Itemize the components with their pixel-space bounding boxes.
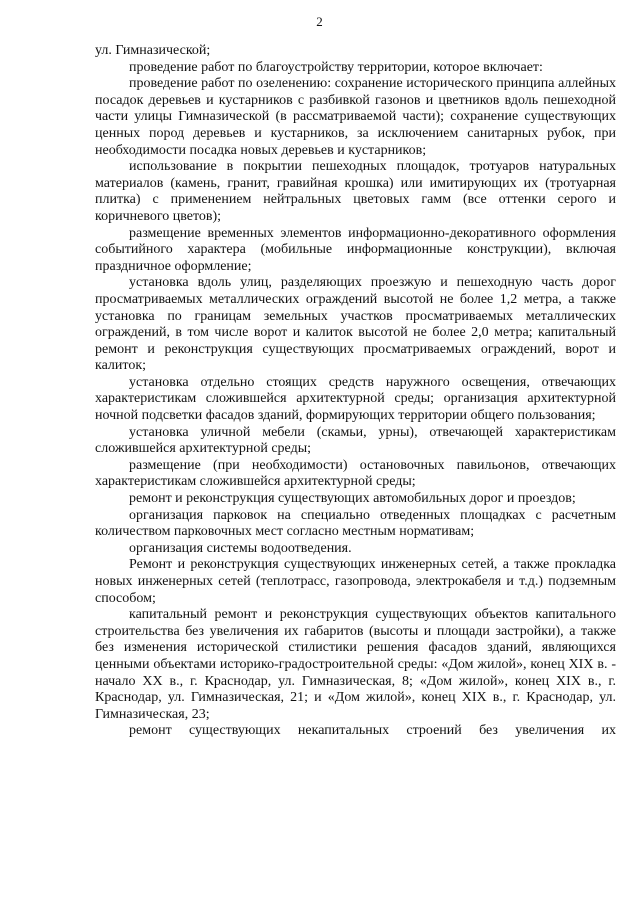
paragraph: организация парковок на специально отведенных площадках с расчетным количеством парковочных мест согласно местным нормативам; <box>95 507 616 540</box>
paragraph: проведение работ по озеленению: сохранение исторического принципа аллейных посадок деревьев и кустарников с разбивкой газонов и цветников вдоль пешеходной части улицы Гимназической (в рассматриваемой части); сохранение существующих ценных пород деревьев и кустарников, за исключением санитарных рубок, при необходимости посадка новых деревьев и кустарников; <box>95 76 616 158</box>
paragraph: ремонт и реконструкция существующих автомобильных дорог и проездов; <box>129 491 576 507</box>
paragraph: капитальный ремонт и реконструкция существующих объектов капитального строительства без увеличения их габаритов (высоты и площади застройки), а также без изменения исторической стилистики решения фасадов зданий, являющихся ценными объектами историко-градостроительной среды: «Дом жилой», конец XIX в. - начало XX в., г. Краснодар, ул. Гимназическая, 8; «Дом жилой», конец XIX в., г. Краснодар, ул. Гимназическая, 21; и «Дом жилой», конец XIX в., г. Краснодар, ул. Гимназическая, 23; <box>95 607 616 722</box>
paragraph: проведение работ по благоустройству территории, которое включает: <box>129 59 543 75</box>
paragraph: установка отдельно стоящих средств наружного освещения, отвечающих характеристикам сложившейся архитектурной среды; организация архитектурной ночной подсветки фасадов зданий, формирующих территории общего пользования; <box>95 374 616 424</box>
document-body <box>95 43 616 740</box>
paragraph: установка уличной мебели (скамьи, урны), отвечающей характеристикам сложившейся архитектурной среды; <box>95 424 616 457</box>
paragraph: установка вдоль улиц, разделяющих проезжую и пешеходную часть дорог просматриваемых металлических ограждений высотой не более 1,2 метра, а также установка по границам земельных участков просматриваемых металлических ограждений, в том числе ворот и калиток высотой не более 2,0 метра; капитальный ремонт и реконструкция существующих просматриваемых ограждений, ворот и калиток; <box>95 275 616 374</box>
paragraph: ремонт существующих некапитальных строений без увеличения их <box>129 723 616 739</box>
paragraph: размещение временных элементов информационно-декоративного оформления событийного характера (мобильные информационные конструкции), включая праздничное оформление; <box>95 225 616 274</box>
page-number: 2 <box>316 14 323 29</box>
paragraph: размещение (при необходимости) остановочных павильонов, отвечающих характеристикам сложившейся архитектурной среды; <box>95 457 616 490</box>
paragraph: организация системы водоотведения. <box>129 540 352 556</box>
paragraph: использование в покрытии пешеходных площадок, тротуаров натуральных материалов (камень, гранит, гравийная крошка) или имитирующих их (тротуарная плитка) с применением нейтральных цветовых гамм (все оттенки серого и коричневого цветов); <box>95 159 616 224</box>
paragraph: Ремонт и реконструкция существующих инженерных сетей, а также прокладка новых инженерных сетей (теплотрасс, газопровода, электрокабеля и т.д.) подземным способом; <box>95 557 616 606</box>
paragraph: ул. Гимназической; <box>95 43 211 58</box>
